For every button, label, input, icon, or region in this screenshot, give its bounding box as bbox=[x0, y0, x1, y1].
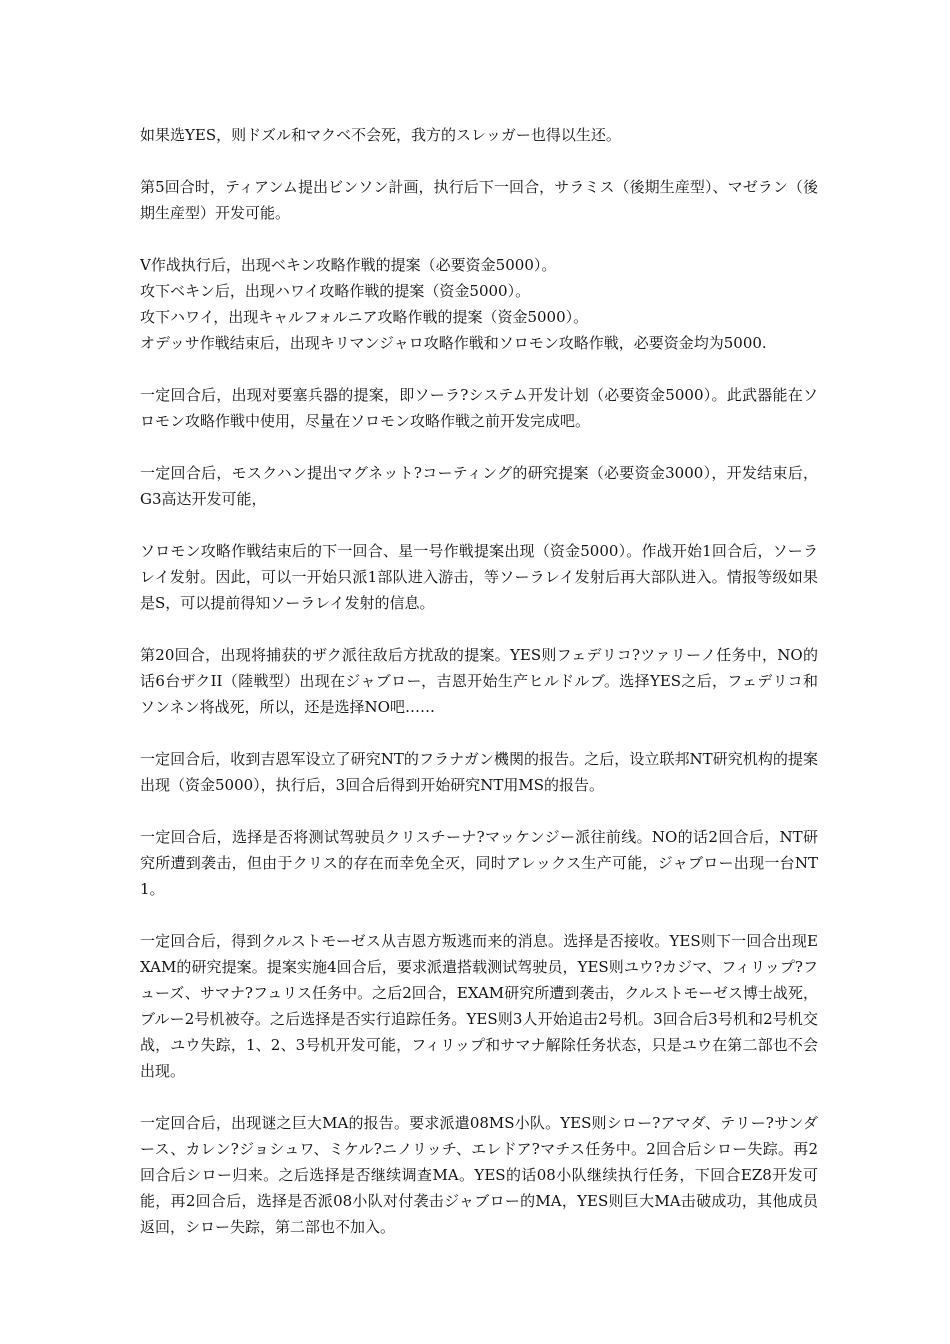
paragraph bbox=[140, 642, 818, 720]
paragraph bbox=[140, 824, 818, 902]
paragraph bbox=[140, 746, 818, 798]
paragraph-line: 攻下ベキン后，出现ハワイ攻略作戦的提案（资金5000）。 bbox=[140, 282, 531, 300]
paragraph-line: V作战执行后，出现ベキン攻略作戦的提案（必要资金5000）。 bbox=[140, 256, 557, 274]
paragraph-line: 一定回合后，出现谜之巨大MA的报告。要求派遣08MS小队。YES则シロー?アマダ、テリー?サンダース、カレン?ジョシュワ、ミケル?ニノリッチ、エレドア?マチス任务中。2回合后シロー失踪。再2回合后シロー归来。之后选择是否继续调查MA。YES的话08小队继续执行任务，下回合EZ8开发可能，再2回合后，选择是否派08小队对付袭击ジャブロー的MA，YES则巨大MA击破成功，其他成员返回，シロー失踪，第二部也不加入。 bbox=[140, 1114, 818, 1236]
document-body bbox=[140, 122, 818, 1266]
paragraph-line: 一定回合后，收到吉恩军设立了研究NT的フラナガン機関的报告。之后，设立联邦NT研究机构的提案出现（资金5000），执行后，3回合后得到开始研究NT用MS的报告。 bbox=[140, 750, 818, 794]
paragraph bbox=[140, 460, 818, 512]
paragraph-line: 一定回合后，选择是否将测试驾驶员クリスチーナ?マッケンジー派往前线。NO的话2回合后，NT研究所遭到袭击，但由于クリス的存在而幸免全灭，同时アレックス生产可能，ジャブロー出现一台NT1。 bbox=[140, 828, 818, 898]
paragraph-line: 攻下ハワイ，出现キャルフォルニア攻略作戦的提案（资金5000）。 bbox=[140, 308, 589, 326]
paragraph-line: 第20回合，出现将捕获的ザク派往敌后方扰敌的提案。YES则フェデリコ?ツァリーノ任务中，NO的话6台ザクII（陸戦型）出现在ジャブロー，吉恩开始生产ヒルドルブ。选择YES之后，フェデリコ和ソンネン将战死，所以，还是选择NO吧…… bbox=[140, 646, 818, 716]
paragraph-line: 一定回合后，出现对要塞兵器的提案，即ソーラ?システム开发计划（必要资金5000）。此武器能在ソロモン攻略作戦中使用，尽量在ソロモン攻略作戦之前开发完成吧。 bbox=[140, 386, 818, 430]
paragraph bbox=[140, 252, 818, 356]
paragraph-line: 一定回合后，モスクハン提出マグネット?コーティング的研究提案（必要资金3000），开发结束后，G3高达开发可能， bbox=[140, 464, 818, 508]
paragraph-line: 一定回合后，得到クルストモーゼス从吉恩方叛逃而来的消息。选择是否接收。YES则下一回合出现EXAM的研究提案。提案实施4回合后，要求派遣搭载测试驾驶员，YES则ユウ?カジマ、フィリップ?フューズ、サマナ?フュリス任务中。之后2回合，EXAM研究所遭到袭击，クルストモーゼス博士战死，ブルー2号机被夺。之后选择是否实行追踪任务。YES则3人开始追击2号机。3回合后3号机和2号机交战，ユウ失踪，1、2、3号机开发可能，フィリップ和サマナ解除任务状态，只是ユウ在第二部也不会出现。 bbox=[140, 932, 818, 1080]
paragraph-line: オデッサ作戦结束后，出现キリマンジャロ攻略作戦和ソロモン攻略作戦，必要资金均为5000. bbox=[140, 334, 767, 352]
paragraph bbox=[140, 174, 818, 226]
paragraph bbox=[140, 122, 818, 148]
paragraph bbox=[140, 928, 818, 1084]
paragraph bbox=[140, 1110, 818, 1240]
paragraph bbox=[140, 382, 818, 434]
paragraph-line: ソロモン攻略作戦结束后的下一回合、星一号作戦提案出现（资金5000）。作战开始1回合后，ソーラレイ发射。因此，可以一开始只派1部队进入游击，等ソーラレイ发射后再大部队进入。情报等级如果是S，可以提前得知ソーラレイ发射的信息。 bbox=[140, 542, 818, 612]
paragraph-line: 第5回合时，ティアンム提出ビンソン計画，执行后下一回合，サラミス（後期生産型）、マゼラン（後期生産型）开发可能。 bbox=[140, 178, 818, 222]
paragraph-line: 如果选YES，则ドズル和マクベ不会死，我方的スレッガー也得以生还。 bbox=[140, 126, 621, 144]
paragraph bbox=[140, 538, 818, 616]
